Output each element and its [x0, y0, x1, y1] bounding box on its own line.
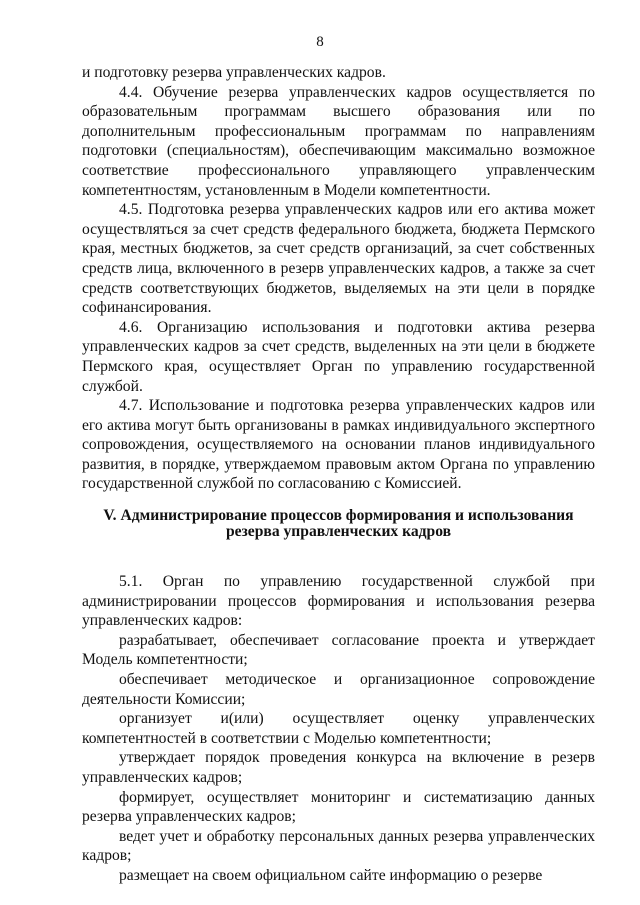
list-item-commission-support: обеспечивает методическое и организационное сопровождение деятельности Комиссии;	[82, 671, 595, 708]
list-item-contest-procedure: утверждает порядок проведения конкурса на включение в резерв управленческих кадров;	[82, 749, 595, 786]
paragraph-4-5: 4.5. Подготовка резерва управленческих кадров или его актива может осуществляться за счет средств федерального бюджета, бюджета Пермского края, местных бюджетов, за счет средств организаций, за счет собственных средств лица, включенного в резерв управленческих кадров, а также за счет средств соответствующих бюджетов, выделяемых на эти цели в порядке софинансирования.	[82, 201, 595, 317]
paragraph-4-7: 4.7. Использование и подготовка резерва управленческих кадров или его актива могут быть организованы в рамках индивидуального экспертного сопровождения, осуществляемого на основании планов индивидуального развития, в порядке, утверждаемом правовым актом Органа по управлению государственной службой по согласованию с Комиссией.	[82, 397, 595, 493]
paragraph-continuation: и подготовку резерва управленческих кадров.	[82, 64, 386, 81]
list-item-monitoring: формирует, осуществляет мониторинг и систематизацию данных резерва управленческих кадров;	[82, 788, 595, 826]
section-heading: V. Администрирование процессов формирования и использования резерва управленческих кадров	[103, 507, 574, 541]
paragraph-4-6: 4.6. Организацию использования и подготовки актива резерва управленческих кадров за счет средств, выделенных на эти цели в бюджете Пермского края, осуществляет Орган по управлению государственной службой.	[82, 318, 595, 395]
list-item-personal-data: ведет учет и обработку персональных данных резерва управленческих кадров;	[82, 827, 595, 865]
paragraph-5-1: 5.1. Орган по управлению государственной службой при администрировании процессов формирования и использования резерва управленческих кадров:	[82, 573, 595, 630]
paragraph-4-4: 4.4. Обучение резерва управленческих кадров осуществляется по образовательным программам высшего образования или по дополнительным профессиональным программам по направлениям подготовки (специальностям), обеспечивающим максимально возможное соответствие профессионального управляющего управленческим компетентностям, установленным в Модели компетентности.	[82, 83, 595, 199]
list-item-model: разрабатывает, обеспечивает согласование проекта и утверждает Модель компетентности;	[82, 631, 595, 669]
list-item-website: размещает на своем официальном сайте информацию о резерве	[119, 866, 543, 884]
list-item-assessment: организует и(или) осуществляет оценку управленческих компетентностей в соответствии с Моделью компетентности;	[82, 710, 595, 747]
document-body	[82, 63, 595, 886]
page-number: 8	[316, 34, 324, 50]
